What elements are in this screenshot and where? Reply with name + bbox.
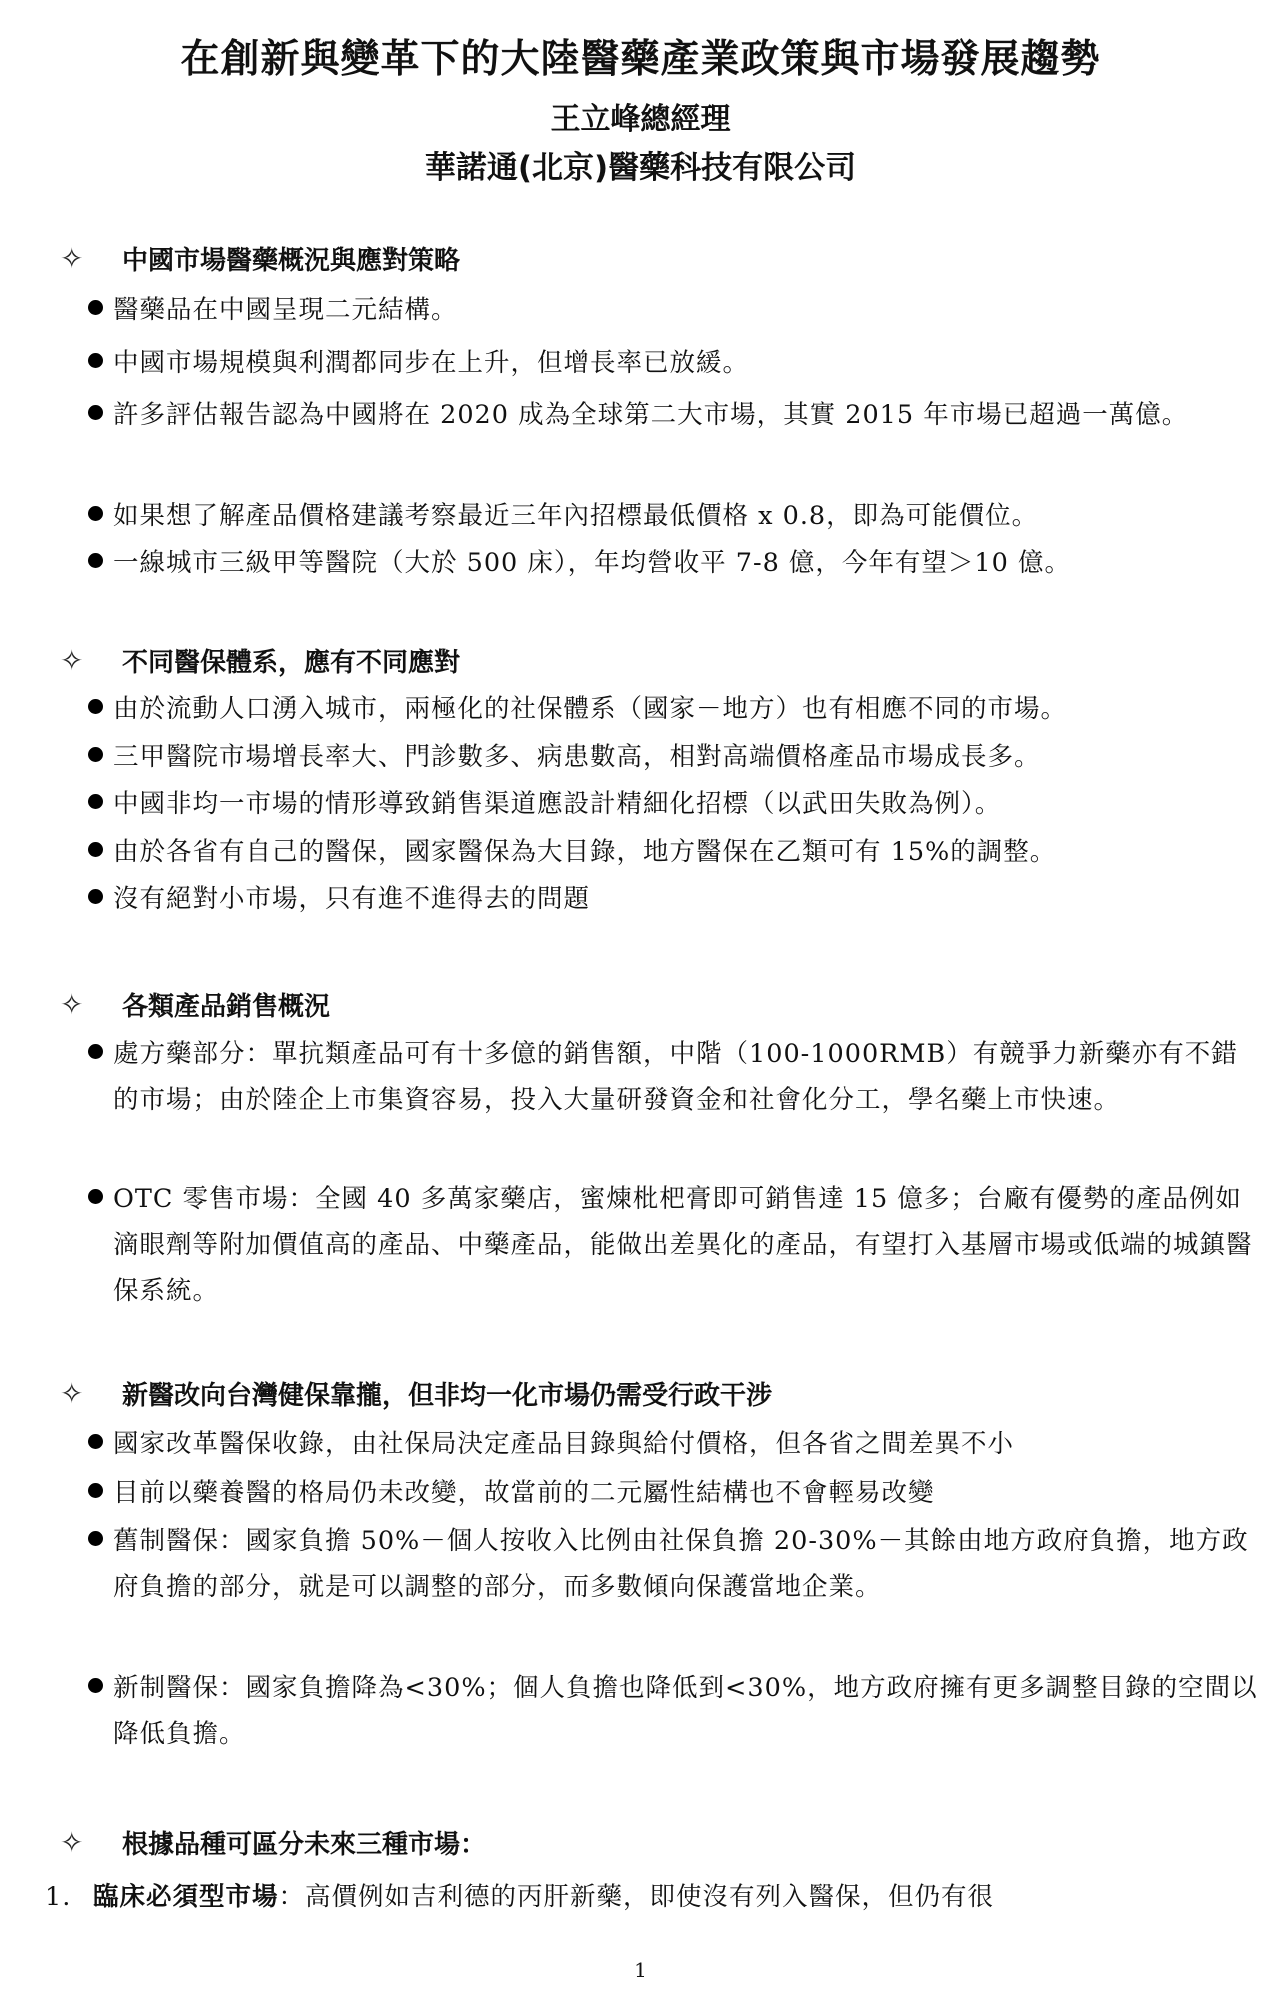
bullet-icon [88,1531,103,1546]
numbered-item: 1. 臨床必須型市場：高價例如吉利德的丙肝新藥，即使沒有列入醫保，但仍有很 [45,1882,995,1912]
list-item: 一線城市三級甲等醫院（大於 500 床），年均營收平 7-8 億，今年有望＞10 億。 [88,540,1258,586]
list-item: 如果想了解產品價格建議考察最近三年內招標最低價格 x 0.8，即為可能價位。 [88,493,1258,539]
bullet-icon [88,794,103,809]
list-item: 國家改革醫保收錄，由社保局決定產品目錄與給付價格，但各省之間差異不小 [88,1421,1258,1467]
bullet-icon [88,699,103,714]
list-item: 醫藥品在中國呈現二元結構。 [88,287,1258,333]
section-heading: ✧ 中國市場醫藥概況與應對策略 [60,241,461,276]
list-item: 目前以藥養醫的格局仍未改變，故當前的二元屬性結構也不會輕易改變 [88,1470,1258,1516]
speaker-name: 王立峰總經理 [550,102,731,137]
list-item: 由於各省有自己的醫保，國家醫保為大目錄，地方醫保在乙類可有 15%的調整。 [88,829,1258,875]
bullet-icon [88,1189,103,1204]
bullet-icon [88,405,103,420]
section-heading: ✧ 各類產品銷售概況 [60,987,331,1022]
diamond-star-icon: ✧ [60,643,84,677]
list-item: 處方藥部分：單抗類產品可有十多億的銷售額，中階（100-1000RMB）有競爭力新藥亦有不錯的市場；由於陸企上市集資容易，投入大量研發資金和社會化分工，學名藥上市快速。 [88,1031,1258,1123]
bullet-icon [88,889,103,904]
bullet-icon [88,353,103,368]
bullet-icon [88,506,103,521]
list-item: OTC 零售市場：全國 40 多萬家藥店，蜜煉枇杷膏即可銷售達 15 億多；台廠有優勢的產品例如滴眼劑等附加價值高的產品、中藥產品，能做出差異化的產品，有望打入基層市場或低端的城鎮醫保系統。 [88,1176,1258,1314]
company-name: 華諾通(北京)醫藥科技有限公司 [424,150,857,186]
diamond-star-icon: ✧ [60,241,84,275]
bullet-icon [88,842,103,857]
bullet-icon [88,1483,103,1498]
bullet-icon [88,1434,103,1449]
diamond-star-icon: ✧ [60,1825,84,1859]
list-item: 舊制醫保：國家負擔 50%－個人按收入比例由社保負擔 20-30%－其餘由地方政府負擔，地方政府負擔的部分，就是可以調整的部分，而多數傾向保護當地企業。 [88,1518,1258,1610]
list-item: 中國非均一市場的情形導致銷售渠道應設計精細化招標（以武田失敗為例）。 [88,781,1258,827]
page-number: 1 [634,1958,647,1982]
section-heading: ✧ 不同醫保體系，應有不同應對 [60,643,461,678]
bullet-icon [88,1678,103,1693]
list-item: 沒有絕對小市場，只有進不進得去的問題 [88,876,1258,922]
diamond-star-icon: ✧ [60,1376,84,1410]
list-item: 許多評估報告認為中國將在 2020 成為全球第二大市場，其實 2015 年市場已超過一萬億。 [88,392,1258,438]
list-item: 三甲醫院市場增長率大、門診數多、病患數高，相對高端價格產品市場成長多。 [88,734,1258,780]
document-title: 在創新與變革下的大陸醫藥產業政策與市場發展趨勢 [180,37,1101,82]
list-item: 中國市場規模與利潤都同步在上升，但增長率已放緩。 [88,340,1258,386]
bullet-icon [88,747,103,762]
section-heading: ✧ 新醫改向台灣健保靠攏，但非均一化市場仍需受行政干涉 [60,1376,773,1411]
list-item: 由於流動人口湧入城市，兩極化的社保體系（國家－地方）也有相應不同的市場。 [88,686,1258,732]
bullet-icon [88,1044,103,1059]
market-type-label: 臨床必須型市場 [93,1882,279,1912]
section-heading: ✧ 根據品種可區分未來三種市場： [60,1825,487,1860]
bullet-icon [88,300,103,315]
list-item: 新制醫保：國家負擔降為<30%；個人負擔也降低到<30%，地方政府擁有更多調整目錄的空間以降低負擔。 [88,1665,1258,1757]
diamond-star-icon: ✧ [60,987,84,1021]
bullet-icon [88,553,103,568]
